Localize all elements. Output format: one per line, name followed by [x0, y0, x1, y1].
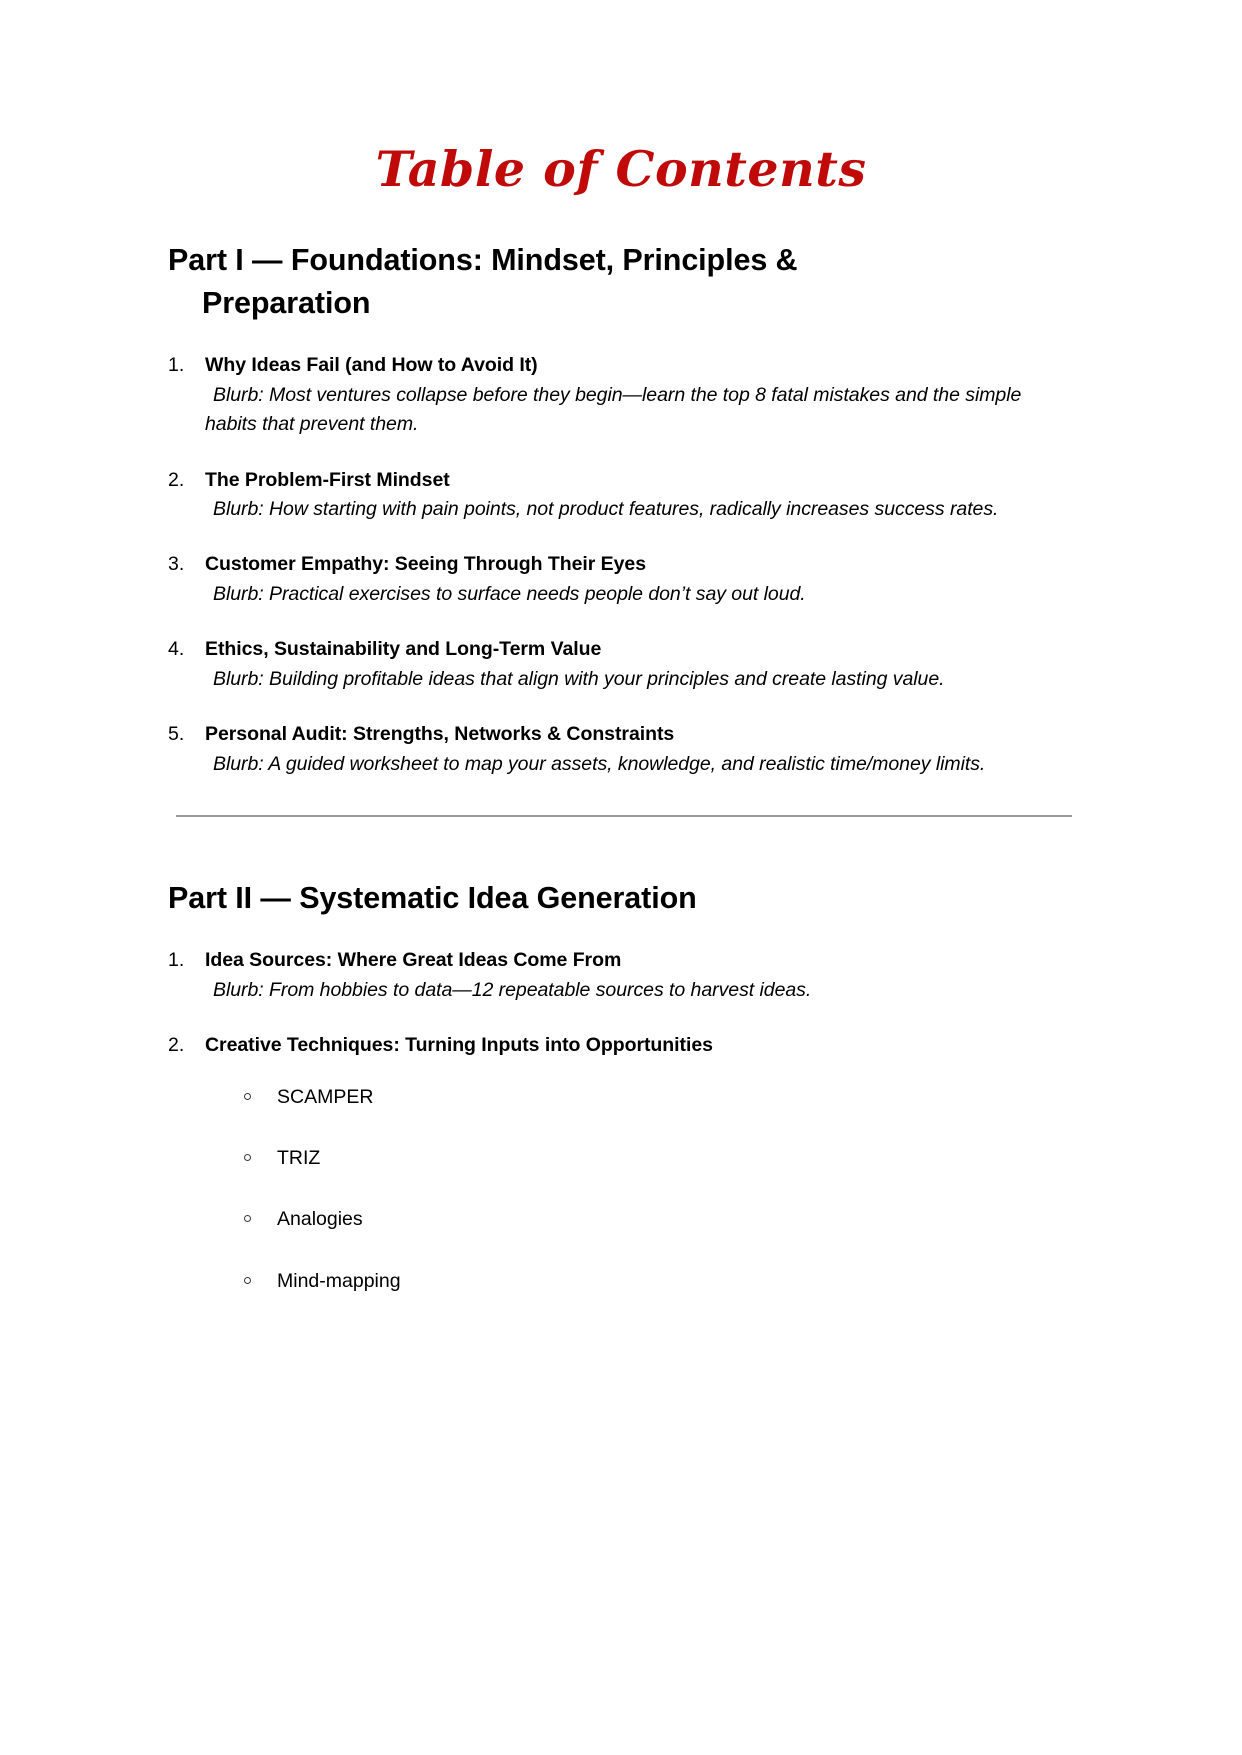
sublist-item-label: SCAMPER: [277, 1085, 374, 1108]
part-2-item-list: [168, 946, 1072, 1296]
list-item-number: 5.: [168, 723, 185, 746]
circle-bullet-icon: [244, 1154, 251, 1161]
circle-bullet-icon: [244, 1093, 251, 1100]
section-part-2: [168, 877, 1072, 1296]
part-1-item-list: [168, 351, 1072, 779]
list-item-title: Ethics, Sustainability and Long-Term Value: [205, 638, 602, 661]
list-item-number: 2.: [168, 468, 185, 491]
list-item: [168, 946, 1072, 1005]
list-item-number: 3.: [168, 553, 185, 576]
circle-bullet-icon: [244, 1215, 251, 1222]
list-item: [168, 550, 1072, 609]
list-item-blurb: Blurb: Practical exercises to surface needs people don’t say out loud.: [213, 583, 806, 606]
section-part-1: [168, 239, 1072, 779]
list-item: [168, 1031, 1072, 1296]
list-item: [244, 1144, 1072, 1173]
list-item-blurb: Blurb: A guided worksheet to map your assets, knowledge, and realistic time/money limits.: [213, 752, 986, 775]
list-item-number: 4.: [168, 638, 185, 661]
list-item: [168, 635, 1072, 694]
part-2-heading: [168, 877, 1072, 920]
list-item-number: 2.: [168, 1034, 185, 1057]
list-item: [244, 1205, 1072, 1234]
sublist-item-label: Analogies: [277, 1208, 363, 1231]
list-item-blurb: Blurb: Building profitable ideas that align with your principles and create lasting value.: [213, 667, 945, 690]
part-1-heading: [168, 239, 1072, 326]
circle-bullet-icon: [244, 1277, 251, 1284]
spacer: [168, 817, 1072, 877]
list-item: [168, 351, 1072, 439]
list-item-title: Why Ideas Fail (and How to Avoid It): [205, 354, 538, 377]
part-1-heading-line1: Part I — Foundations: Mindset, Principles &: [168, 242, 798, 277]
list-item-title: Idea Sources: Where Great Ideas Come From: [205, 949, 622, 972]
sublist-item-label: Mind-mapping: [277, 1269, 401, 1292]
list-item-title: Personal Audit: Strengths, Networks & Constraints: [205, 723, 675, 746]
list-item: [168, 720, 1072, 779]
list-item-number: 1.: [168, 354, 185, 377]
sublist-item-label: TRIZ: [277, 1147, 321, 1170]
list-item-title: Creative Techniques: Turning Inputs into Opportunities: [205, 1034, 713, 1057]
creative-techniques-sublist: [205, 1083, 1072, 1296]
page-title: Table of Contents: [375, 140, 867, 198]
list-item: [168, 466, 1072, 525]
part-1-heading-line2: Preparation: [202, 286, 371, 321]
list-item-title: The Problem-First Mindset: [205, 468, 450, 491]
list-item: [244, 1267, 1072, 1296]
list-item-number: 1.: [168, 949, 185, 972]
list-item: [244, 1083, 1072, 1112]
list-item-blurb: Blurb: From hobbies to data—12 repeatable sources to harvest ideas.: [213, 979, 812, 1002]
list-item-blurb: Blurb: Most ventures collapse before they begin—learn the top 8 fatal mistakes and the simple habits that prevent them.: [205, 384, 1022, 436]
list-item-title: Customer Empathy: Seeing Through Their Eyes: [205, 553, 647, 576]
part-2-heading-line1: Part II — Systematic Idea Generation: [168, 881, 697, 916]
document-body: [0, 239, 1242, 1296]
list-item-blurb: Blurb: How starting with pain points, not product features, radically increases success rates.: [213, 498, 999, 521]
